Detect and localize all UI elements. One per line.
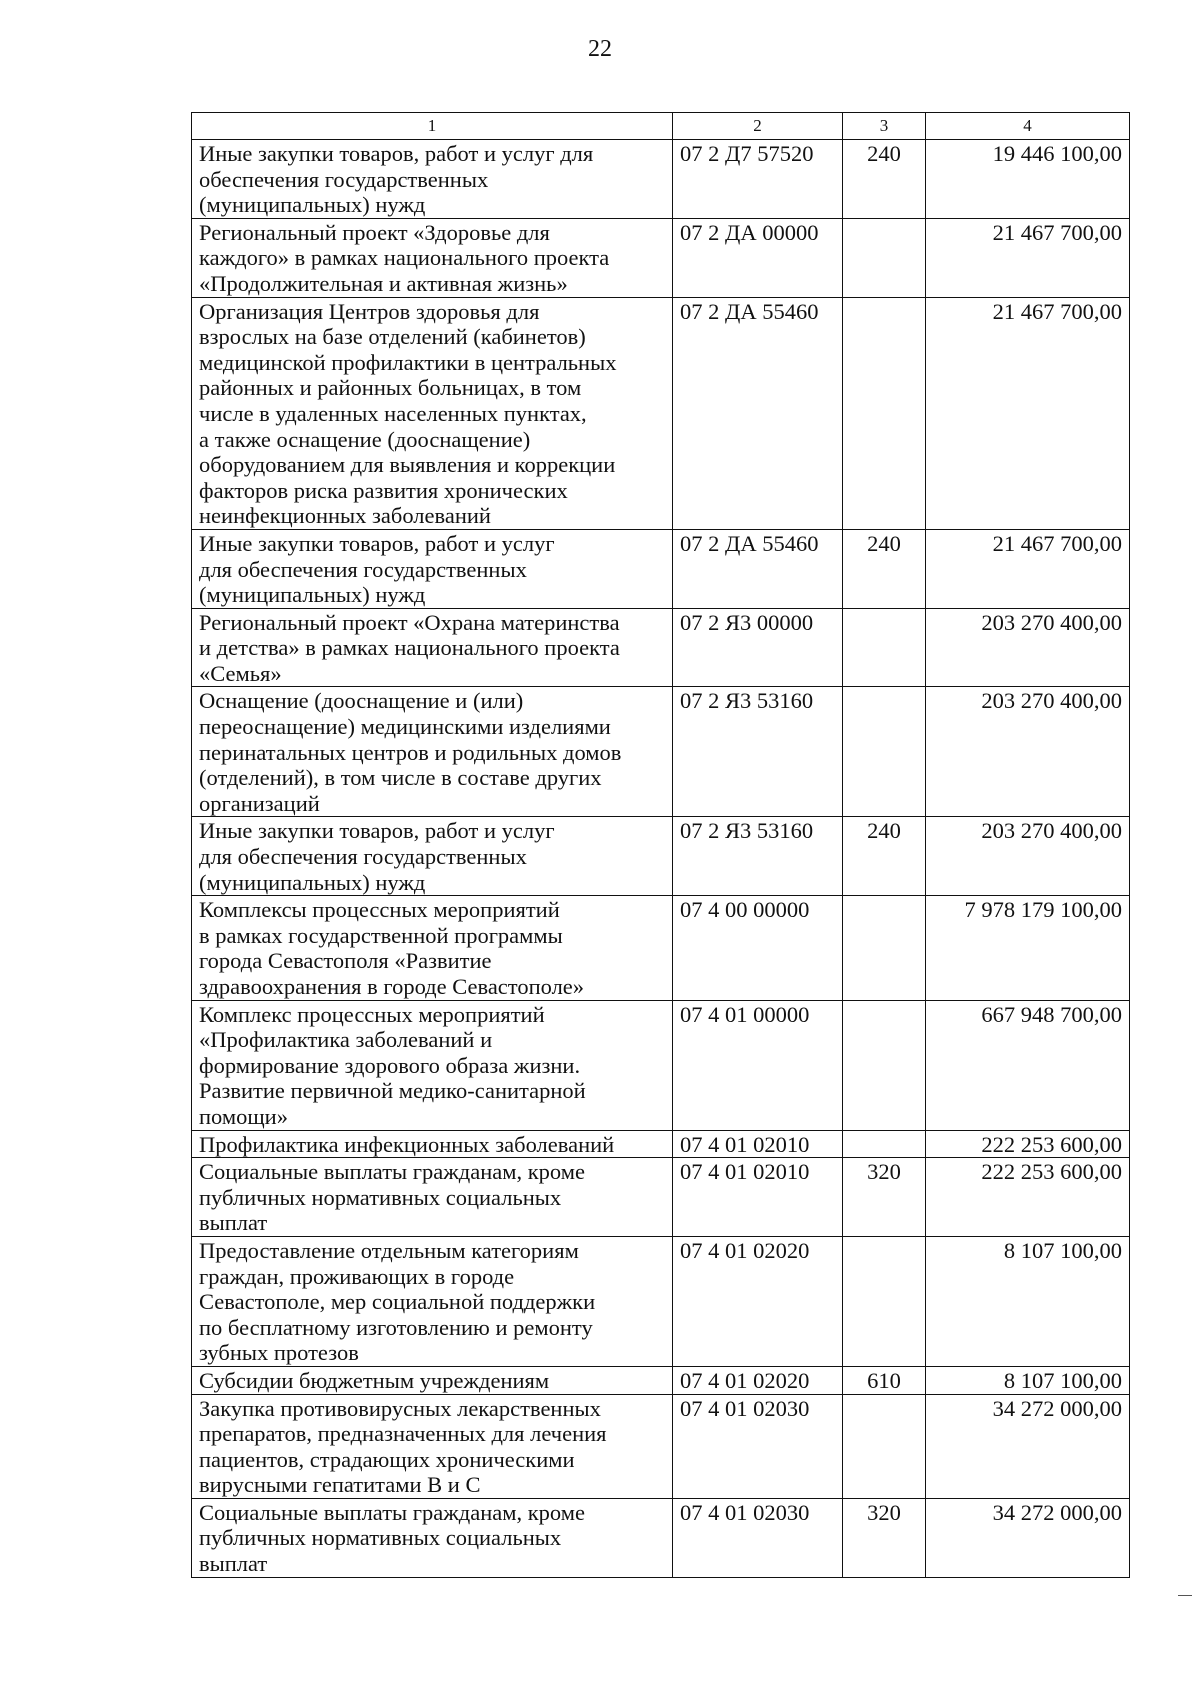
table-row — [192, 140, 1130, 219]
row-expense-type — [843, 1236, 926, 1366]
row-expense-type — [843, 218, 926, 297]
row-name-line: (муниципальных) нужд — [199, 192, 426, 218]
row-amount: 203 270 400,00 — [926, 817, 1130, 896]
row-name-line: взрослых на базе отделений (кабинетов) — [199, 324, 586, 350]
row-name-line: Организация Центров здоровья для — [199, 298, 540, 324]
header-col-3: 3 — [843, 113, 926, 140]
row-name — [192, 529, 673, 608]
row-name — [192, 1394, 673, 1498]
row-code: 07 4 01 00000 — [673, 1000, 843, 1130]
row-name-line: для обеспечения государственных — [199, 556, 527, 582]
row-name-line: вирусными гепатитами B и C — [199, 1472, 481, 1498]
row-name-line: Предоставление отдельным категориям — [199, 1237, 579, 1263]
table-row — [192, 1130, 1130, 1158]
row-name-line: факторов риска развития хронических — [199, 477, 568, 503]
row-name-line: по бесплатному изготовлению и ремонту — [199, 1314, 593, 1340]
row-amount: 21 467 700,00 — [926, 218, 1130, 297]
row-name-line: Профилактика инфекционных заболеваний — [199, 1131, 615, 1157]
row-name-line: «Профилактика заболеваний и — [199, 1027, 493, 1053]
row-expense-type — [843, 687, 926, 817]
row-expense-type: 320 — [843, 1498, 926, 1577]
row-name-line: переоснащение) медицинскими изделиями — [199, 714, 611, 740]
row-amount: 34 272 000,00 — [926, 1498, 1130, 1577]
row-code: 07 4 01 02020 — [673, 1366, 843, 1394]
row-expense-type: 240 — [843, 817, 926, 896]
row-name-line: Развитие первичной медико-санитарной — [199, 1078, 586, 1104]
table-row — [192, 1394, 1130, 1498]
row-name-line: публичных нормативных социальных — [199, 1525, 562, 1551]
row-name-line: и детства» в рамках национального проекта — [199, 635, 620, 661]
row-name — [192, 817, 673, 896]
row-name-line: перинатальных центров и родильных домов — [199, 739, 622, 765]
row-expense-type: 610 — [843, 1366, 926, 1394]
row-name-line: публичных нормативных социальных — [199, 1184, 562, 1210]
row-name-line: помощи» — [199, 1103, 288, 1129]
row-name-line: а также оснащение (дооснащение) — [199, 426, 531, 452]
row-amount: 7 978 179 100,00 — [926, 896, 1130, 1000]
row-name-line: выплат — [199, 1210, 268, 1236]
row-name-line: числе в удаленных населенных пунктах, — [199, 400, 587, 426]
header-col-1: 1 — [192, 113, 673, 140]
row-expense-type — [843, 608, 926, 687]
row-amount: 8 107 100,00 — [926, 1366, 1130, 1394]
row-amount: 8 107 100,00 — [926, 1236, 1130, 1366]
row-amount: 222 253 600,00 — [926, 1158, 1130, 1237]
row-amount: 34 272 000,00 — [926, 1394, 1130, 1498]
table-row — [192, 1366, 1130, 1394]
row-name-line: города Севастополя «Развитие — [199, 948, 492, 974]
row-name-line: здравоохранения в городе Севастополе» — [199, 974, 585, 999]
row-name-line: каждого» в рамках национального проекта — [199, 245, 610, 271]
row-name-line: Комплекс процессных мероприятий — [199, 1001, 545, 1027]
row-code: 07 4 01 02020 — [673, 1236, 843, 1366]
row-name-line: медицинской профилактики в центральных — [199, 349, 617, 375]
row-code: 07 4 01 02030 — [673, 1498, 843, 1577]
table-row — [192, 297, 1130, 529]
row-code: 07 2 Д7 57520 — [673, 140, 843, 219]
table-row — [192, 218, 1130, 297]
row-code: 07 2 Я3 00000 — [673, 608, 843, 687]
row-name-line: Комплексы процессных мероприятий — [199, 897, 560, 923]
table-row — [192, 608, 1130, 687]
row-name-line: «Продолжительная и активная жизнь» — [199, 270, 568, 296]
header-col-4: 4 — [926, 113, 1130, 140]
row-name — [192, 1366, 673, 1394]
row-name — [192, 1130, 673, 1158]
row-name-line: оборудованием для выявления и коррекции — [199, 452, 616, 478]
row-code: 07 4 01 02030 — [673, 1394, 843, 1498]
scan-edge-mark — [1178, 1595, 1192, 1596]
row-expense-type — [843, 1394, 926, 1498]
row-name-line: (отделений), в том числе в составе других — [199, 765, 602, 791]
row-name-line: препаратов, предназначенных для лечения — [199, 1421, 607, 1447]
row-amount: 203 270 400,00 — [926, 608, 1130, 687]
table-row — [192, 1498, 1130, 1577]
table-row — [192, 896, 1130, 1000]
row-name-line: для обеспечения государственных — [199, 844, 527, 870]
row-name-line: Закупка противовирусных лекарственных — [199, 1395, 601, 1421]
table-body — [192, 140, 1130, 1578]
row-name — [192, 218, 673, 297]
row-name-line: формирование здорового образа жизни. — [199, 1052, 581, 1078]
row-name-line: обеспечения государственных — [199, 166, 489, 192]
row-code: 07 2 Я3 53160 — [673, 817, 843, 896]
row-code: 07 4 00 00000 — [673, 896, 843, 1000]
row-expense-type — [843, 896, 926, 1000]
row-name-line: «Семья» — [199, 660, 282, 686]
row-name — [192, 896, 673, 1000]
row-name-line: зубных протезов — [199, 1340, 359, 1366]
row-code: 07 2 Я3 53160 — [673, 687, 843, 817]
table-row — [192, 687, 1130, 817]
table-row — [192, 817, 1130, 896]
table-row — [192, 1236, 1130, 1366]
row-name-line: Субсидии бюджетным учреждениям — [199, 1367, 550, 1393]
row-name-line: Оснащение (дооснащение и (или) — [199, 688, 524, 714]
row-expense-type — [843, 297, 926, 529]
row-name — [192, 297, 673, 529]
table-row — [192, 529, 1130, 608]
row-expense-type: 320 — [843, 1158, 926, 1237]
row-code: 07 4 01 02010 — [673, 1130, 843, 1158]
row-amount: 222 253 600,00 — [926, 1130, 1130, 1158]
row-name-line: пациентов, страдающих хроническими — [199, 1446, 575, 1472]
row-name-line: неинфекционных заболеваний — [199, 503, 491, 529]
row-name — [192, 1158, 673, 1237]
table-row — [192, 1158, 1130, 1237]
row-amount: 667 948 700,00 — [926, 1000, 1130, 1130]
row-name-line: Региональный проект «Здоровье для — [199, 219, 550, 245]
row-name-line: Региональный проект «Охрана материнства — [199, 609, 620, 635]
row-name — [192, 1498, 673, 1577]
row-expense-type: 240 — [843, 529, 926, 608]
row-name-line: Социальные выплаты гражданам, кроме — [199, 1159, 585, 1185]
row-name — [192, 1236, 673, 1366]
table-row — [192, 1000, 1130, 1130]
row-name — [192, 1000, 673, 1130]
row-name — [192, 608, 673, 687]
table-header — [192, 113, 1130, 140]
row-expense-type — [843, 1000, 926, 1130]
row-name-line: (муниципальных) нужд — [199, 582, 426, 608]
row-name — [192, 140, 673, 219]
row-name-line: Иные закупки товаров, работ и услуг — [199, 818, 555, 844]
header-col-2: 2 — [673, 113, 843, 140]
row-name-line: (муниципальных) нужд — [199, 869, 426, 895]
page-number: 22 — [588, 36, 612, 62]
budget-table — [191, 112, 1130, 1578]
row-name-line: в рамках государственной программы — [199, 922, 563, 948]
row-code: 07 4 01 02010 — [673, 1158, 843, 1237]
row-name-line: Иные закупки товаров, работ и услуг для — [199, 141, 594, 166]
row-name-line: районных и районных больницах, в том — [199, 375, 582, 401]
row-name-line: Иные закупки товаров, работ и услуг — [199, 530, 555, 556]
row-name-line: Социальные выплаты гражданам, кроме — [199, 1499, 585, 1525]
row-expense-type: 240 — [843, 140, 926, 219]
row-name-line: Севастополе, мер социальной поддержки — [199, 1289, 596, 1315]
row-code: 07 2 ДА 55460 — [673, 297, 843, 529]
row-name — [192, 687, 673, 817]
row-name-line: организаций — [199, 790, 320, 816]
row-amount: 21 467 700,00 — [926, 297, 1130, 529]
row-expense-type — [843, 1130, 926, 1158]
header-row — [192, 113, 1130, 140]
row-name-line: выплат — [199, 1551, 268, 1577]
row-code: 07 2 ДА 55460 — [673, 529, 843, 608]
row-amount: 19 446 100,00 — [926, 140, 1130, 219]
row-name-line: граждан, проживающих в городе — [199, 1263, 515, 1289]
row-amount: 203 270 400,00 — [926, 687, 1130, 817]
row-amount: 21 467 700,00 — [926, 529, 1130, 608]
row-code: 07 2 ДА 00000 — [673, 218, 843, 297]
